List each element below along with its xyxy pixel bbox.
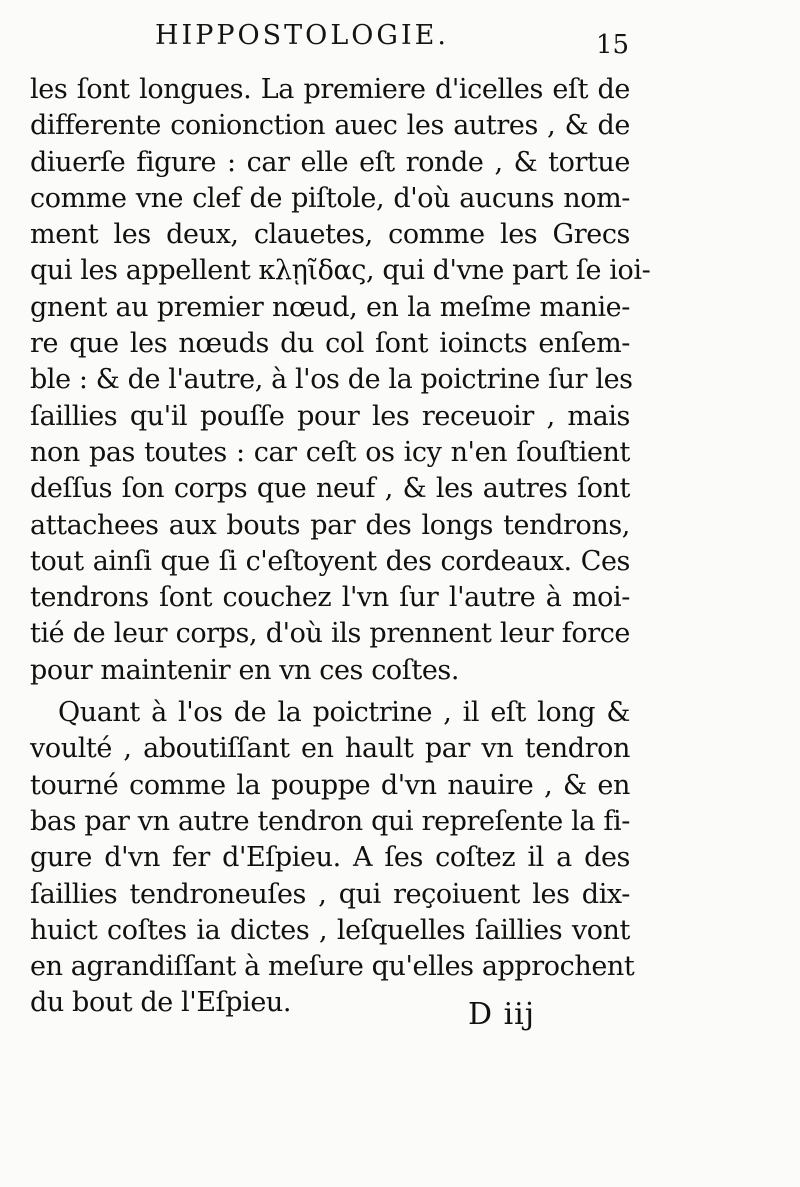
text-line: qui les appellent κλῃῖδας, qui d'vne part ſe ioi- bbox=[30, 255, 651, 287]
page-number: 15 bbox=[596, 30, 630, 60]
signature-mark: D iij bbox=[468, 997, 536, 1032]
text-line: Quant à l'os de la poictrine , il eſt long & bbox=[58, 697, 630, 729]
text-line: en agrandiſſant à meſure qu'elles approchent bbox=[30, 951, 635, 983]
text-line: ſaillies tendroneuſes , qui reçoiuent les dix- bbox=[30, 878, 630, 910]
text-line: ment les deux, clauetes, comme les Grecs bbox=[30, 219, 630, 251]
text-line: diuerſe figure : car elle eſt ronde , & tortue bbox=[30, 146, 630, 178]
text-line: tourné comme la pouppe d'vn nauire , & en bbox=[30, 769, 630, 801]
text-line: ſaillies qu'il pouſſe pour les receuoir , mais bbox=[30, 400, 630, 432]
body-text bbox=[30, 72, 651, 1022]
text-line: deſſus ſon corps que neuf , & les autres ſont bbox=[30, 473, 630, 505]
text-line: bas par vn autre tendron qui repreſente la fi- bbox=[30, 805, 630, 837]
text-line: attachees aux bouts par des longs tendrons, bbox=[30, 509, 630, 541]
text-line: gure d'vn fer d'Eſpieu. A ſes coſtez il a des bbox=[30, 842, 630, 874]
text-line: gnent au premier nœud, en la meſme manie- bbox=[30, 291, 630, 323]
running-title: HIPPOSTOLOGIE. bbox=[155, 20, 449, 51]
text-line: non pas toutes : car ceſt os icy n'en ſouſtient bbox=[30, 436, 630, 468]
text-line: tié de leur corps, d'où ils prennent leur force bbox=[30, 618, 630, 650]
text-line: du bout de l'Eſpieu. bbox=[30, 987, 292, 1019]
text-line: comme vne clef de piſtole, d'où aucuns nom- bbox=[30, 182, 630, 214]
text-line: les ſont longues. La premiere d'icelles eſt de bbox=[30, 74, 630, 105]
text-line: differente conionction auec les autres , & de bbox=[30, 110, 630, 142]
text-line: huict coſtes ia dictes , leſquelles ſaillies vont bbox=[30, 914, 630, 946]
text-line: re que les nœuds du col ſont ioincts enſem- bbox=[30, 328, 630, 360]
text-line: ble : & de l'autre, à l'os de la poictrine ſur les bbox=[30, 364, 633, 396]
paragraph-2 bbox=[30, 695, 635, 1022]
text-line: tout ainſi que ſi c'eſtoyent des cordeaux. Ces bbox=[30, 545, 630, 577]
text-line: tendrons ſont couchez l'vn ſur l'autre à moi- bbox=[30, 582, 630, 614]
paragraph-1 bbox=[30, 72, 651, 689]
text-line: voulté , aboutiſſant en hault par vn tendron bbox=[30, 733, 630, 765]
text-line: pour maintenir en vn ces coſtes. bbox=[30, 654, 460, 686]
